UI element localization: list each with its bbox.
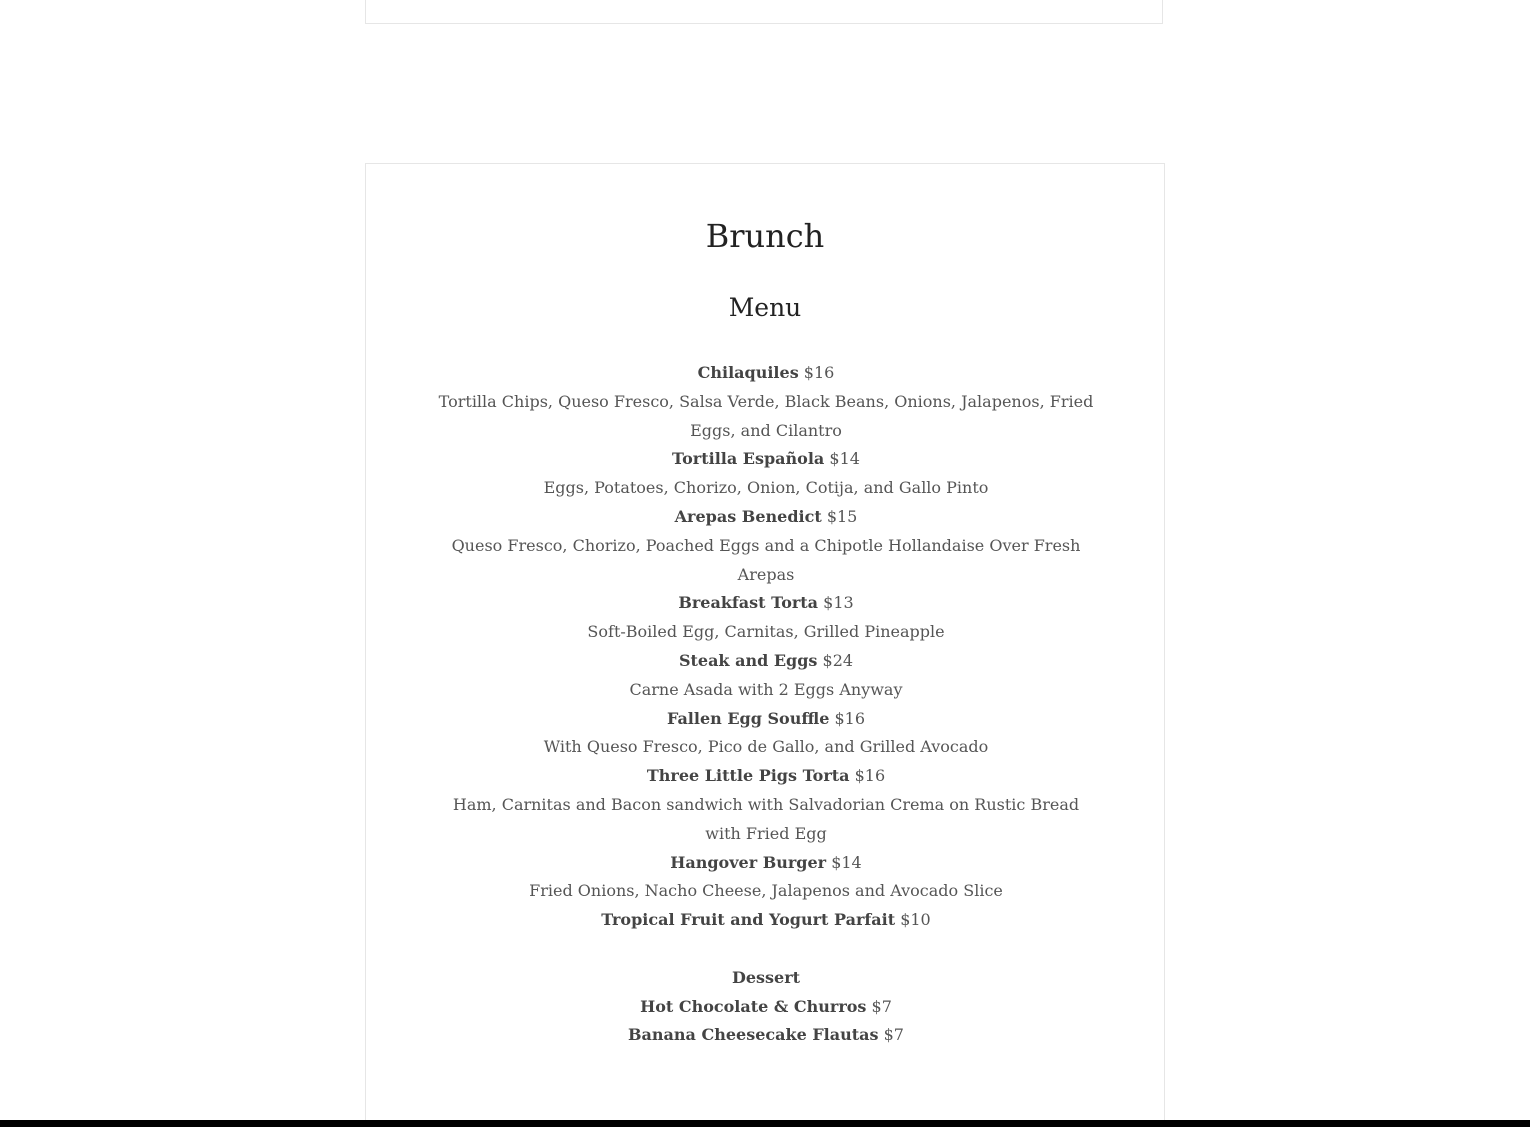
menu-item [426, 762, 1106, 848]
menu-item-price: $14 [829, 449, 860, 469]
menu-item-title [426, 1021, 1106, 1050]
menu-item [426, 445, 1106, 503]
menu-item-description: Tortilla Chips, Queso Fresco, Salsa Verde, Black Beans, Onions, Jalapenos, Fried Eggs, and Cilantro [438, 391, 1094, 440]
menu-item-price: $16 [834, 708, 866, 728]
menu-item [426, 589, 1106, 647]
menu-item-name: Breakfast Torta [678, 593, 819, 613]
menu-item-name: Chilaquiles [697, 363, 799, 382]
menu-item-name: Hangover Burger [670, 852, 827, 872]
menu-item-name: Fallen Egg Souffle [666, 708, 830, 728]
menu-item-price: $15 [826, 506, 858, 526]
menu-item-name: Arepas Benedict [674, 506, 822, 526]
menu-item-title [426, 849, 1106, 878]
menu-item-price: $16 [803, 363, 835, 382]
menu-item-title [426, 647, 1106, 676]
menu-item [426, 503, 1106, 589]
menu-item-price: $7 [883, 1025, 904, 1045]
menu-item-price: $24 [822, 650, 854, 670]
menu-item-name: Hot Chocolate & Churros [640, 996, 867, 1016]
menu-item-description: Carne Asada with 2 Eggs Anyway [629, 679, 903, 699]
menu-item-description: Queso Fresco, Chorizo, Poached Eggs and a Chipotle Hollandaise Over Fresh Arepas [451, 535, 1081, 584]
menu-item-price: $16 [854, 766, 886, 786]
brunch-menu-card [365, 163, 1165, 1127]
menu-item-price: $10 [900, 910, 931, 930]
menu-item-title [426, 906, 1106, 935]
menu-item-title [426, 762, 1106, 791]
menu-item-title [426, 993, 1106, 1022]
menu-item-title [426, 705, 1106, 734]
menu-item [426, 849, 1106, 907]
dessert-item [426, 993, 1106, 1022]
spacer [426, 935, 1106, 964]
menu-item-price: $13 [823, 593, 854, 613]
menu-item-title [426, 503, 1106, 532]
dessert-item [426, 1021, 1106, 1050]
menu-item-name: Three Little Pigs Torta [646, 766, 850, 786]
menu-item [426, 647, 1106, 705]
menu-item [426, 906, 1106, 935]
menu-item-price: $14 [831, 852, 862, 872]
footer-bar [0, 1120, 1530, 1127]
menu-item-title [426, 589, 1106, 618]
menu-item-description: With Queso Fresco, Pico de Gallo, and Grilled Avocado [543, 737, 989, 757]
menu-item [426, 705, 1106, 763]
previous-section-card [365, 0, 1163, 24]
menu-item-price: $7 [871, 996, 892, 1016]
menu-item-name: Tortilla Española [672, 449, 825, 469]
menu-item-description: Ham, Carnitas and Bacon sandwich with Salvadorian Crema on Rustic Bread with Fried Egg [452, 794, 1080, 843]
section-title: Brunch [705, 217, 825, 255]
menu-heading: Menu [728, 293, 802, 322]
menu-item-description: Fried Onions, Nacho Cheese, Jalapenos and Avocado Slice [529, 881, 1003, 901]
menu-item-name: Banana Cheesecake Flautas [628, 1025, 879, 1045]
menu-item-name: Tropical Fruit and Yogurt Parfait [601, 910, 896, 930]
menu-item [426, 359, 1106, 445]
menu-item-description: Eggs, Potatoes, Chorizo, Onion, Cotija, and Gallo Pinto [543, 478, 989, 498]
dessert-heading: Dessert [731, 967, 801, 987]
menu-item-description: Soft-Boiled Egg, Carnitas, Grilled Pineapple [587, 622, 945, 642]
menu-list [426, 359, 1106, 1050]
menu-item-name: Steak and Eggs [678, 650, 818, 670]
menu-item-title [426, 445, 1106, 474]
menu-item-title [426, 359, 1106, 388]
